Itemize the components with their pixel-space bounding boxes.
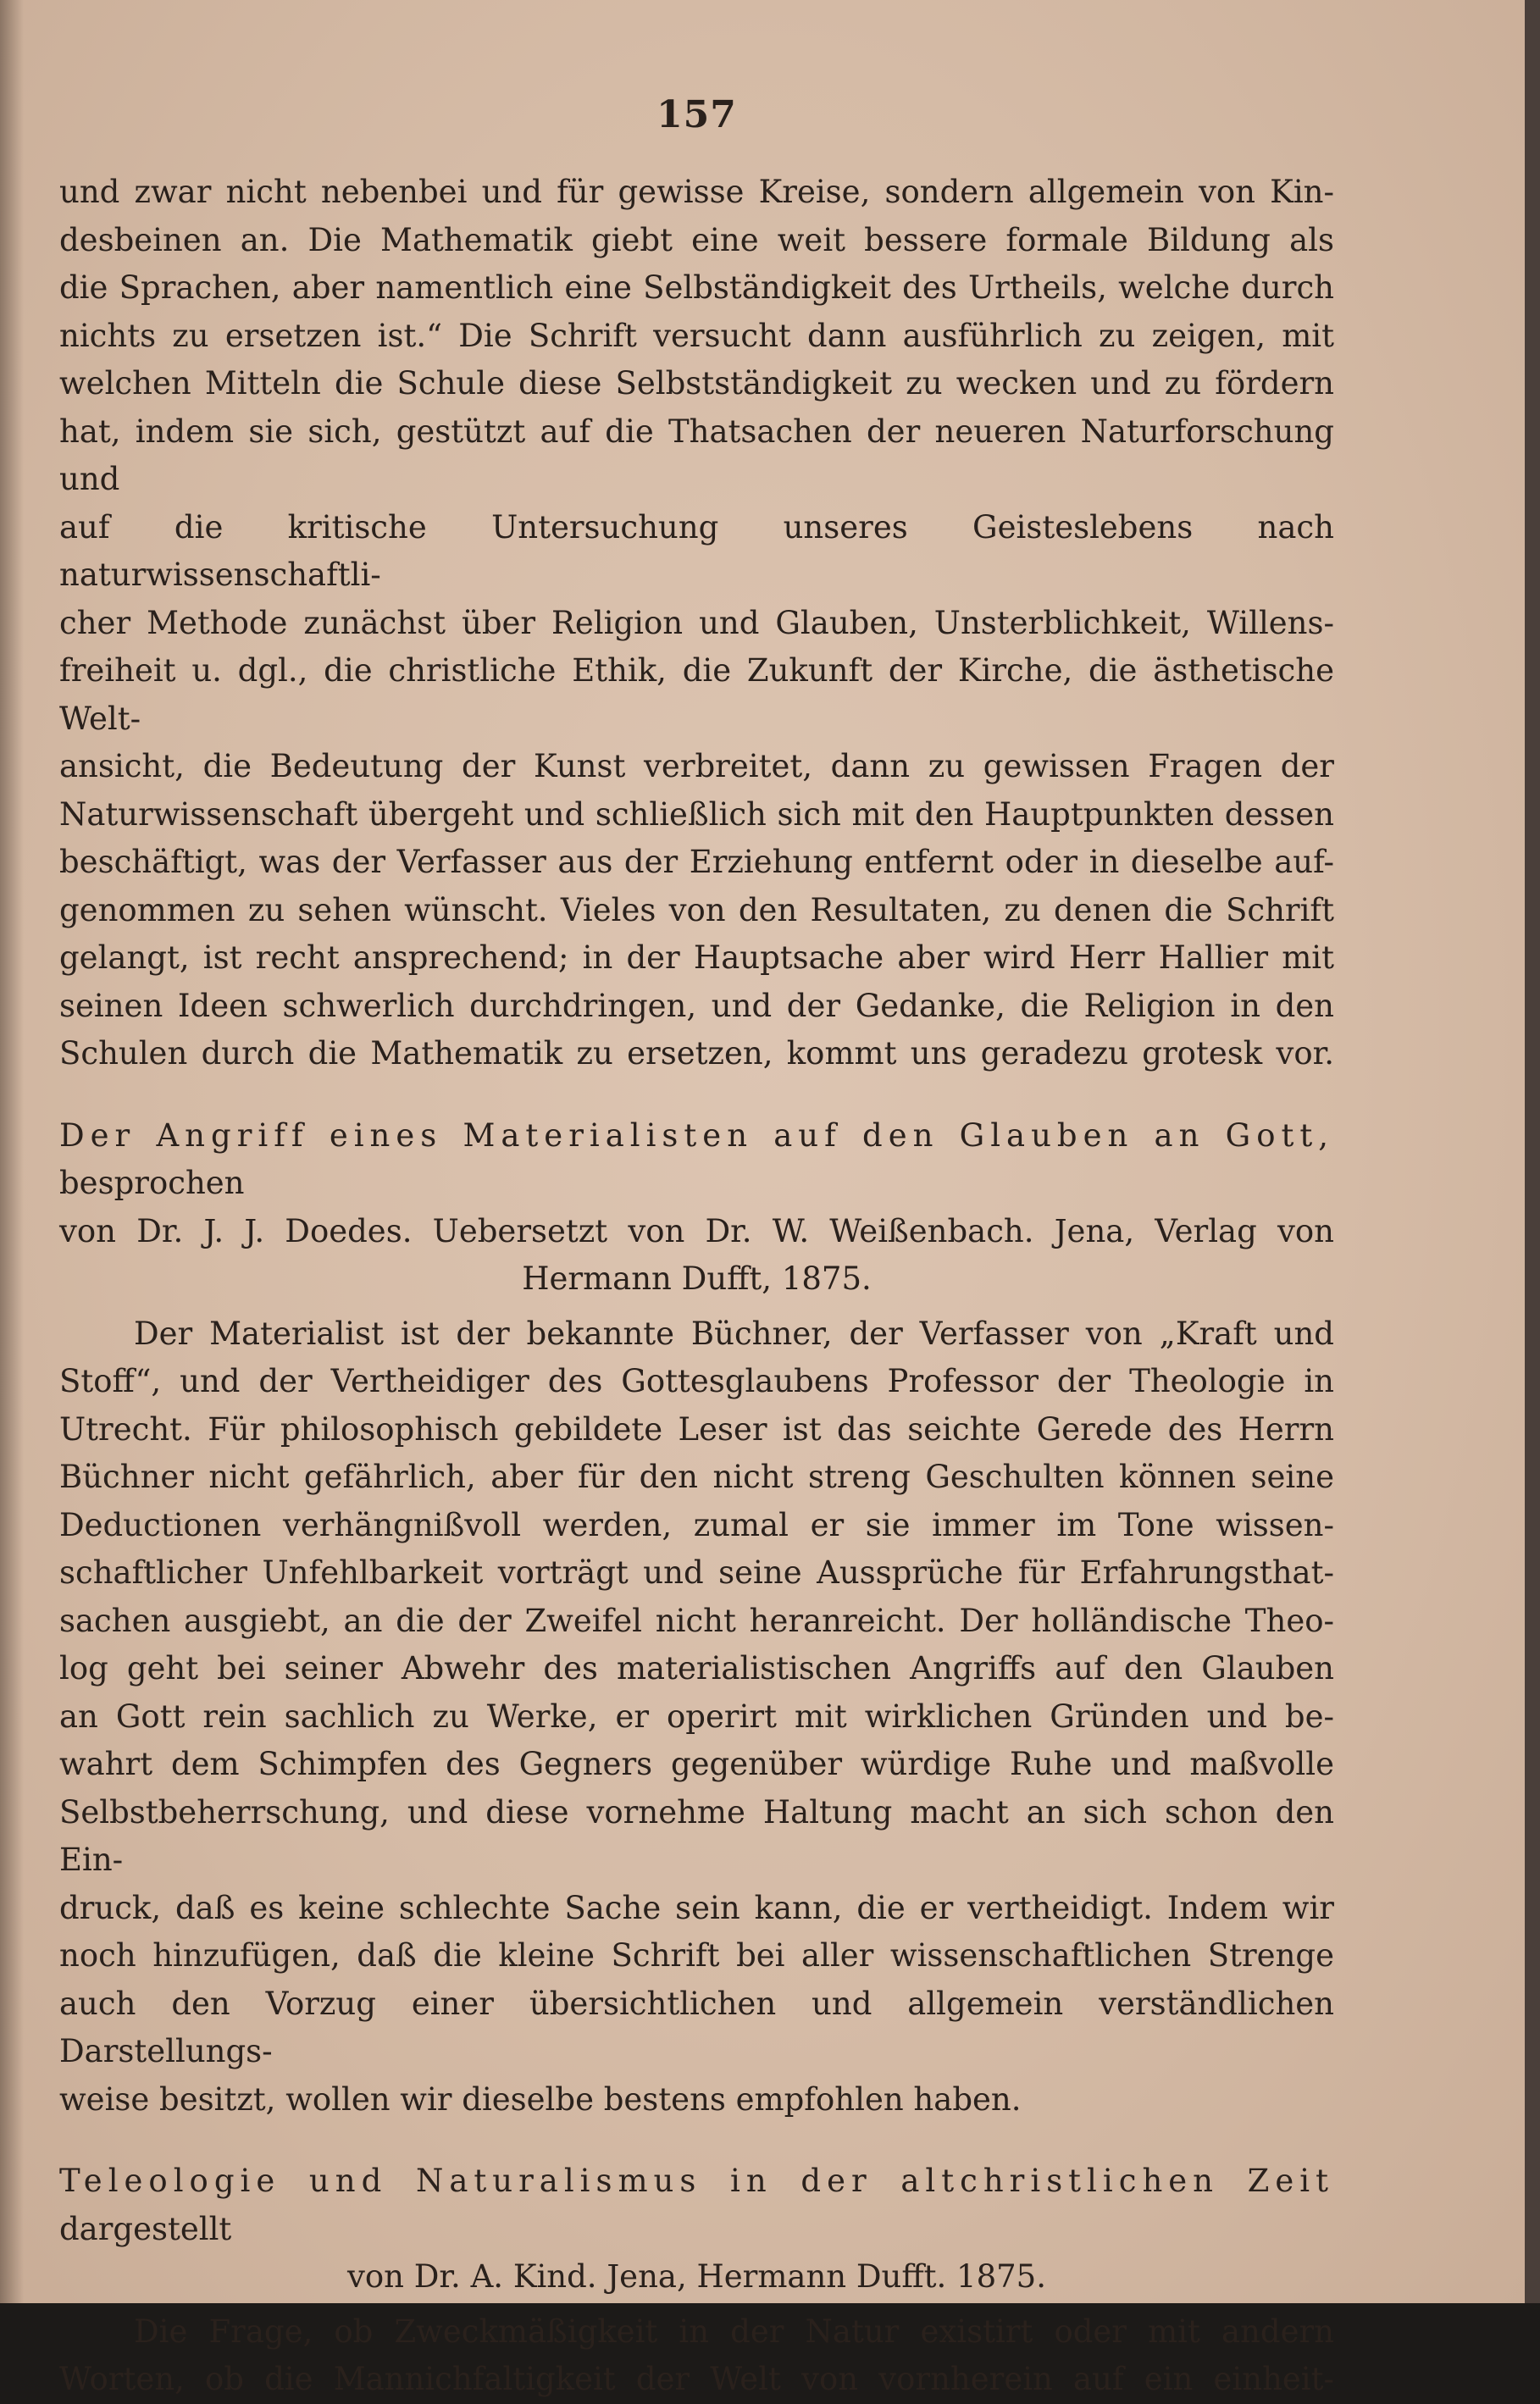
text-line: an Gott rein sachlich zu Werke, er operirt mit wirklichen Gründen und be- [59,1698,1334,1735]
text-line: weise besitzt, wollen wir dieselbe bestens empfohlen haben. [59,2080,1022,2118]
text-line: Deductionen verhängnißvoll werden, zumal er sie immer im Tone wissen- [59,1506,1334,1543]
text-line: und zwar nicht nebenbei und für gewisse Kreise, sondern allgemein von Kin- [59,174,1334,210]
text-line: gelangt, ist recht ansprechend; in der Hauptsache aber wird Herr Hallier mit [59,939,1334,976]
text-line: Schulen durch die Mathematik zu ersetzen, kommt uns geradezu grotesk vor. [59,1035,1334,1072]
text-line: Die Frage, ob Zweckmäßigkeit in der Natur existirt oder mit andern [134,2313,1334,2350]
review-title-suffix: besprochen [59,1165,245,1201]
text-line: sachen ausgiebt, an die der Zweifel nicht heranreicht. Der holländische Theo- [59,1602,1334,1639]
review-title-suffix: dargestellt [59,2210,232,2247]
text-line: freiheit u. dgl., die christliche Ethik, die Zukunft der Kirche, die ästhetische Welt- [59,652,1334,737]
review-title: Der Angriff eines Materialisten auf den Glauben an Gott, [59,1116,1334,1154]
text-line: Stoff“, und der Vertheidiger des Gottesglaubens Professor der Theologie in [59,1363,1334,1399]
review-publisher-line: Hermann Dufft, 1875. [522,1260,872,1297]
review-title-line [59,2158,1334,2253]
text-line: Büchner nicht gefährlich, aber für den nicht streng Geschulten können seine [59,1459,1334,1495]
review-publication-line: von Dr. J. J. Doedes. Uebersetzt von Dr. W. Weißenbach. Jena, Verlag von [59,1212,1334,1249]
text-line: Utrecht. Für philosophisch gebildete Leser ist das seichte Gerede des Herrn [59,1410,1334,1448]
review-heading [59,2158,1334,2302]
text-line: auch den Vorzug einer übersichtlichen und allgemein verständlichen Darstellungs- [59,1985,1334,2069]
page-text [59,93,1334,2404]
text-line: beschäftigt, was der Verfasser aus der Erziehung entfernt oder in dieselbe auf- [59,844,1334,880]
text-line: druck, daß es keine schlechte Sache sein kann, die er vertheidigt. Indem wir [59,1889,1334,1926]
review-title: Teleologie und Naturalismus in der altchristlichen Zeit [59,2163,1334,2199]
review-entry [59,2158,1334,2404]
paragraph-continued [59,169,1334,1078]
text-line: desbeinen an. Die Mathematik giebt eine weit bessere formale Bildung als [59,221,1334,258]
text-line: welchen Mitteln die Schule diese Selbstständigkeit zu wecken und zu fördern [59,365,1334,402]
text-line: schaftlicher Unfehlbarkeit vorträgt und seine Aussprüche für Erfahrungsthat- [59,1554,1334,1591]
text-line: seinen Ideen schwerlich durchdringen, und der Gedanke, die Religion in den [59,987,1334,1024]
text-line: hat, indem sie sich, gestützt auf die Thatsachen der neueren Naturforschung und [59,413,1334,497]
review-heading [59,1112,1334,1304]
text-line: Der Materialist ist der bekannte Büchner, der Verfasser von „Kraft und [134,1315,1334,1352]
text-line: genommen zu sehen wünscht. Vieles von den Resultaten, zu denen die Schrift [59,891,1334,928]
text-line: cher Methode zunächst über Religion und Glauben, Unsterblichkeit, Willens- [59,604,1334,641]
spine-shadow [0,0,24,2303]
text-line: nichts zu ersetzen ist.“ Die Schrift versucht dann ausführlich zu zeigen, mit [59,317,1334,354]
review-title-line [59,1112,1334,1208]
text-line: Naturwissenschaft übergeht und schließlich sich mit den Hauptpunkten dessen [59,795,1334,833]
review-entry [59,1112,1334,2124]
review-publication-line: von Dr. A. Kind. Jena, Hermann Dufft. 1875. [347,2258,1046,2295]
text-line: noch hinzufügen, daß die kleine Schrift bei aller wissenschaftlichen Strenge [59,1937,1334,1974]
text-line: wahrt dem Schimpfen des Gegners gegenüber würdige Ruhe und maßvolle [59,1746,1334,1782]
text-line: ansicht, die Bedeutung der Kunst verbreitet, dann zu gewissen Fragen der [59,748,1334,784]
text-line: Selbstbeherrschung, und diese vornehme Haltung macht an sich schon den Ein- [59,1793,1334,1878]
text-line: log geht bei seiner Abwehr des materialistischen Angriffs auf den Glauben [59,1650,1334,1687]
text-line: die Sprachen, aber namentlich eine Selbständigkeit des Urtheils, welche durch [59,269,1334,306]
text-line: Worten, ob die Mannichfaltigkeit der Welt von vornherein auf ein einheit- [59,2361,1334,2397]
text-line: auf die kritische Untersuchung unseres Geisteslebens nach naturwissenschaftli- [59,508,1334,593]
page-number: 157 [656,93,737,136]
